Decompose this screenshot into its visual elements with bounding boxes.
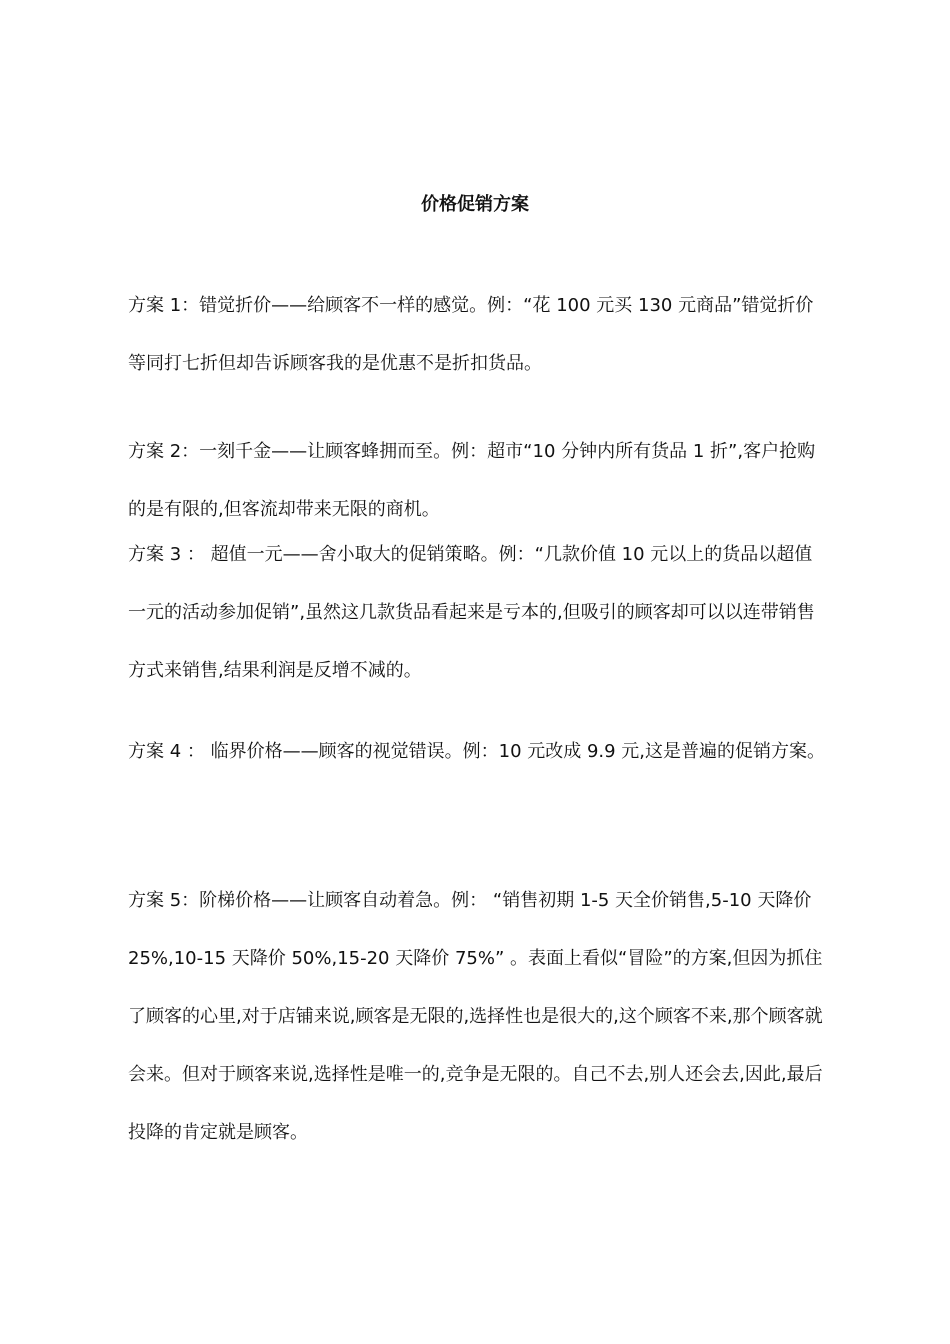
document-title: 价格促销方案 bbox=[421, 194, 529, 215]
paragraph-plan-3: 方案 3 ： 超值一元——舍小取大的促销策略。例：“几款价值 10 元以上的货品以超值一元的活动参加促销”,虽然这几款货品看起来是亏本的,但吸引的顾客却可以以连带销售方式来销售,结果利润是反增不减的。 bbox=[128, 544, 815, 681]
paragraph-plan-4: 方案 4 ： 临界价格——顾客的视觉错误。例：10 元改成 9.9 元,这是普遍的促销方案。 bbox=[128, 741, 826, 762]
paragraph-plan-2: 方案 2：一刻千金——让顾客蜂拥而至。例：超市“10 分钟内所有货品 1 折”,客户抢购的是有限的,但客流却带来无限的商机。 bbox=[128, 441, 816, 520]
paragraph-plan-5: 方案 5：阶梯价格——让顾客自动着急。例： “销售初期 1-5 天全价销售,5-10 天降价 25%,10-15 天降价 50%,15-20 天降价 75%” 。表面上看似“冒险”的方案,但因为抓住了顾客的心里,对于店铺来说,顾客是无限的,选择性也是很大的,这个顾客不来,那个顾客就会来。但对于顾客来说,选择性是唯一的,竞争是无限的。自己不去,别人还会去,因此,最后投降的肯定就是顾客。 bbox=[128, 890, 823, 1143]
paragraph-plan-1: 方案 1：错觉折价——给顾客不一样的感觉。例：“花 100 元买 130 元商品”错觉折价等同打七折但却告诉顾客我的是优惠不是折扣货品。 bbox=[128, 295, 814, 374]
